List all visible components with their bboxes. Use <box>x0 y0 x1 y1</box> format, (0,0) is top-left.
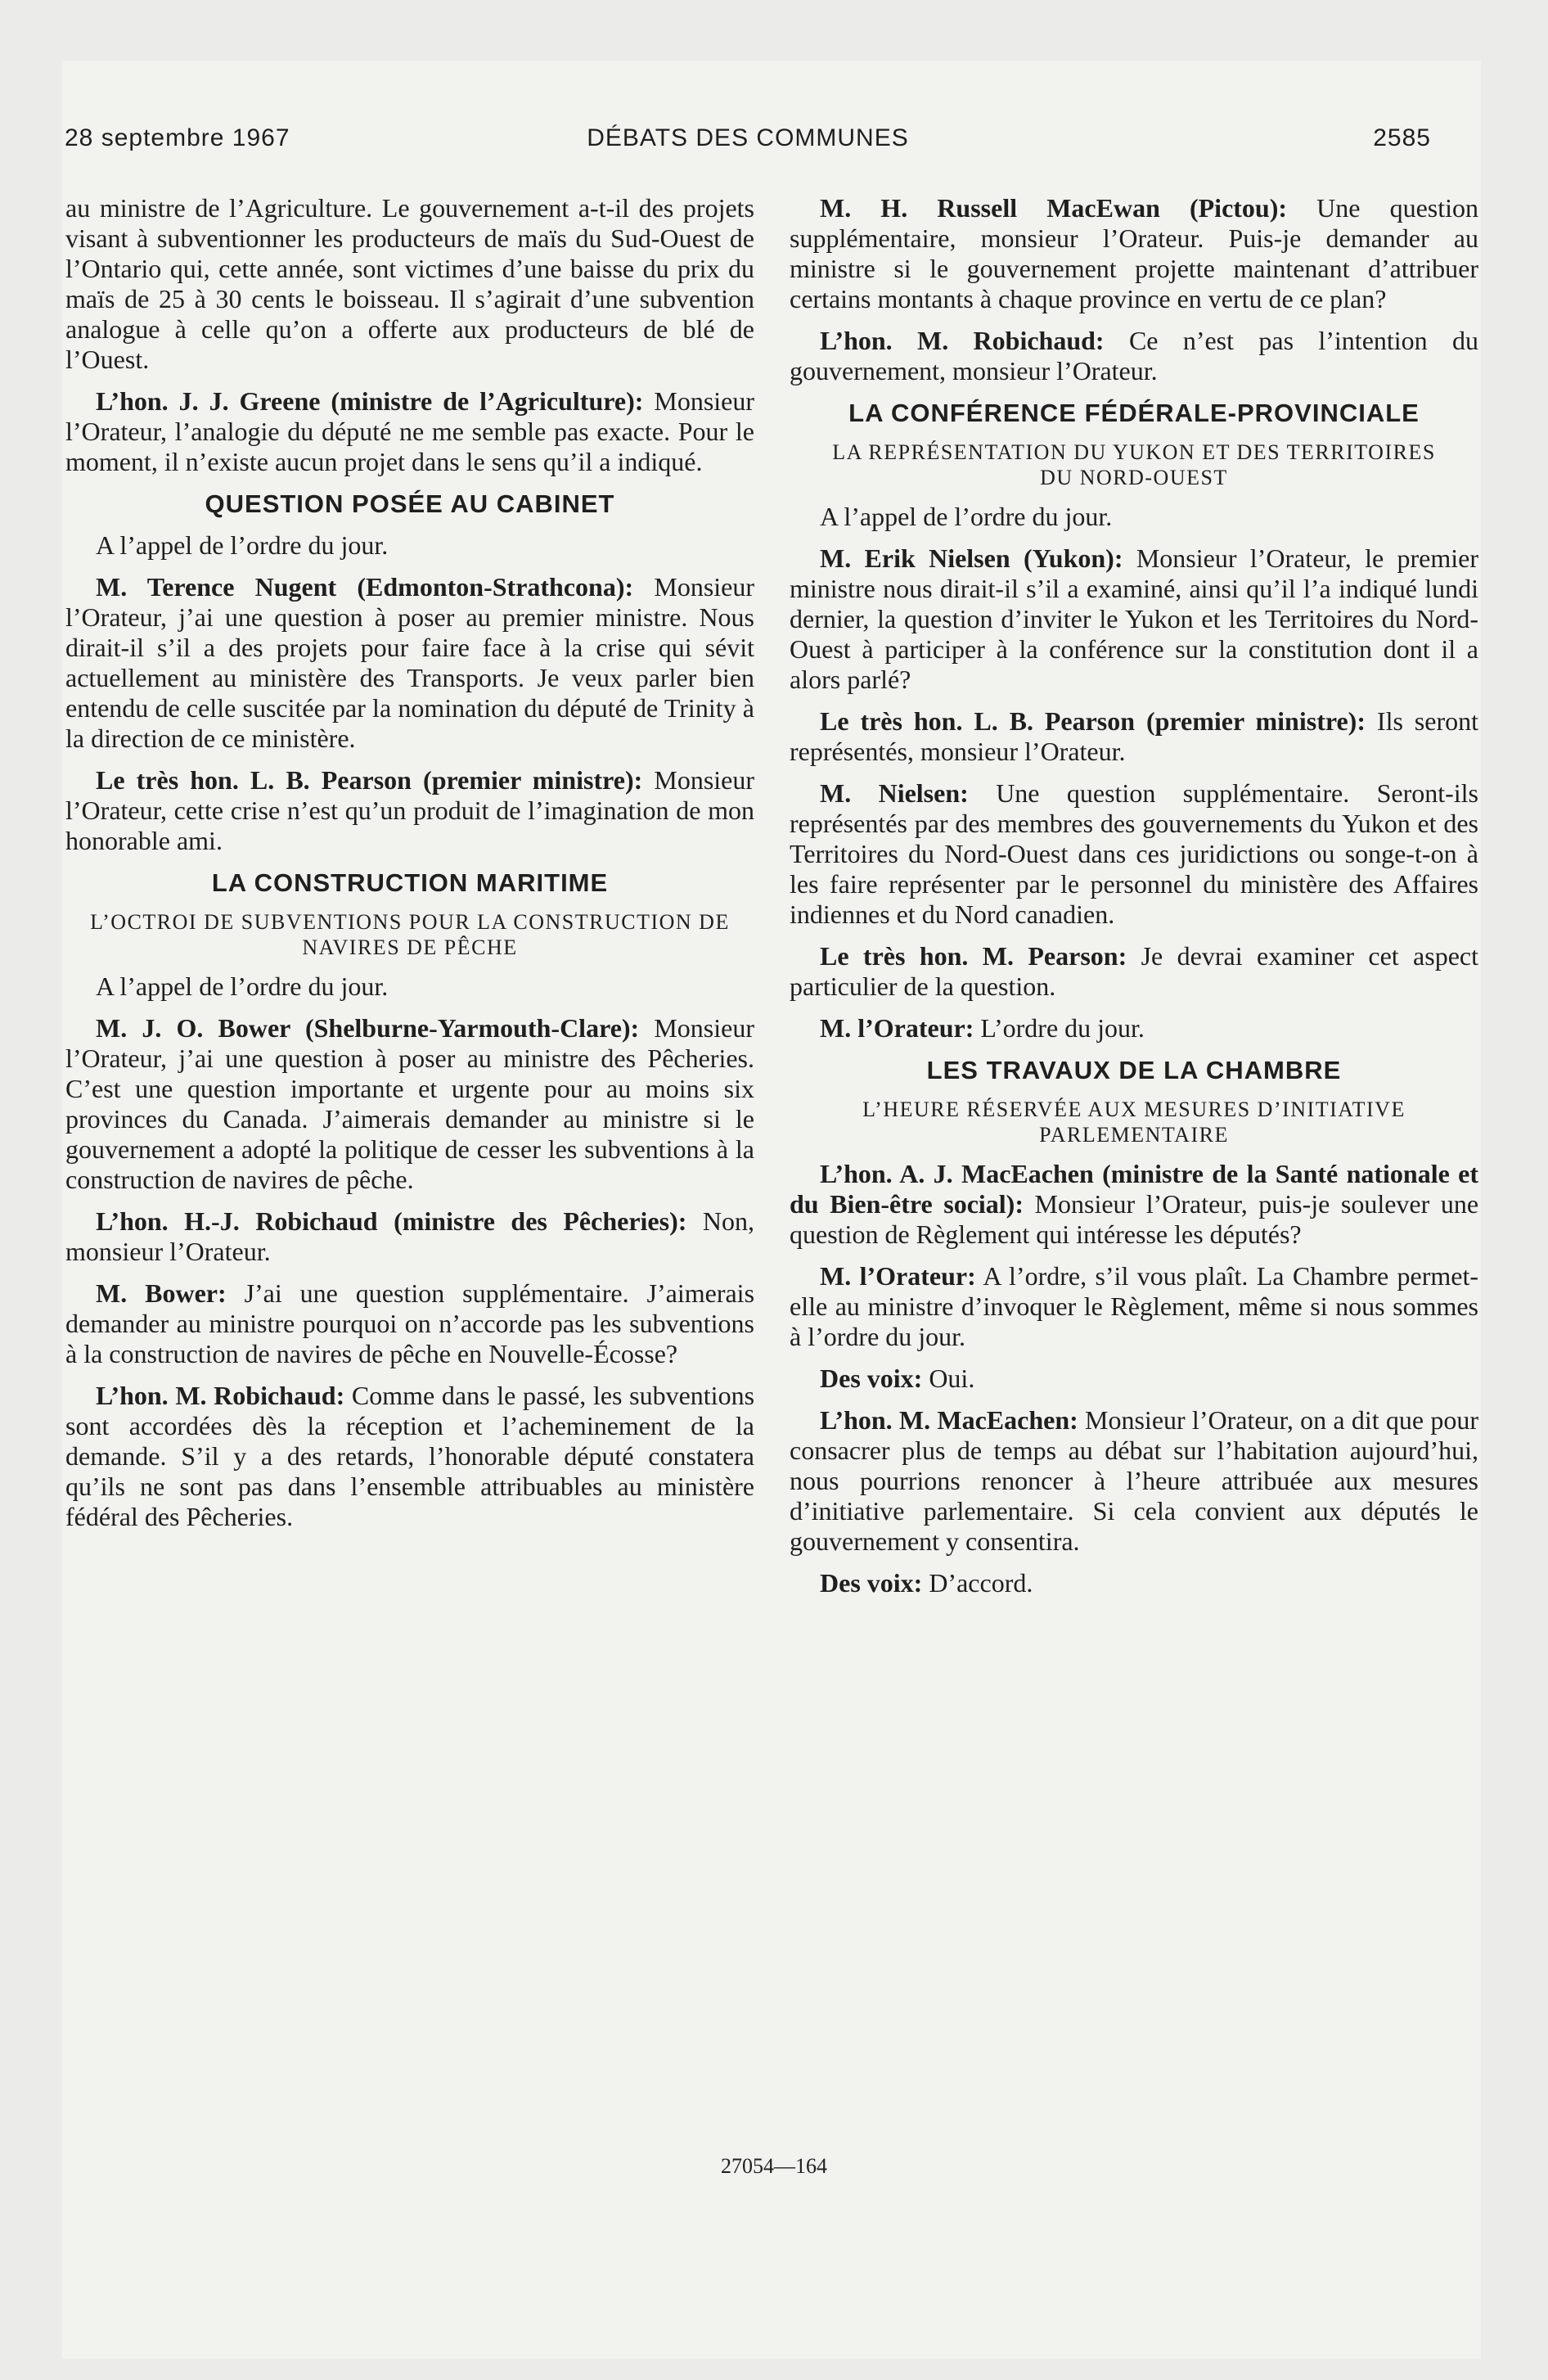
speaker-name: M. Nielsen: <box>820 778 969 808</box>
speaker-name: Des voix: <box>820 1568 923 1598</box>
header-title: DÉBATS DES COMMUNES <box>587 124 909 151</box>
speaker-name: L’hon. M. Robichaud: <box>820 326 1105 355</box>
speaker-name: L’hon. H.-J. Robichaud (ministre des Pêcheries): <box>96 1206 687 1236</box>
paragraph: Le très hon. L. B. Pearson (premier ministre): Monsieur l’Orateur, cette crise n’est qu’un produit de l’imagination de mon honorable ami. <box>65 765 755 855</box>
right-column <box>790 193 1478 1610</box>
speaker-name: M. H. Russell MacEwan (Pictou): <box>820 193 1288 223</box>
speaker-name: M. l’Orateur: <box>820 1261 976 1291</box>
section-heading: LES TRAVAUX DE LA CHAMBRE <box>926 1056 1342 1084</box>
paragraph: M. Bower: J’ai une question supplémentaire. J’aimerais demander au ministre pourquoi on n’accorde pas les subventions à la construction de navires de pêche en Nouvelle-Écosse? <box>65 1278 755 1368</box>
page-number: 2585 <box>1373 124 1431 151</box>
printer-signature: 27054—164 <box>721 2154 827 2178</box>
section-subheading: L’HEURE RÉSERVÉE AUX MESURES D’INITIATIVE PARLEMENTAIRE <box>862 1098 1406 1147</box>
speaker-name: L’hon. A. J. MacEachen (ministre de la Santé nationale et du Bien-être social): <box>790 1159 1478 1219</box>
paragraph: L’hon. M. Robichaud: Ce n’est pas l’intention du gouvernement, monsieur l’Orateur. <box>790 326 1479 385</box>
paragraph: M. Terence Nugent (Edmonton-Strathcona): Monsieur l’Orateur, j’ai une question à poser au premier ministre. Nous dirait-il s’il a des projets pour faire face à la crise qui sévit actuellement au ministère des Transports. Je veux parler bien entendu de celle suscitée par la nomination du député de Trinity à la direction de ce ministère. <box>65 572 755 753</box>
speaker-name: Des voix: <box>820 1364 923 1393</box>
paragraph: L’hon. M. Robichaud: Comme dans le passé, les subventions sont accordées dès la réception et l’acheminement de la demande. S’il y a des retards, l’honorable député constatera qu’ils ne sont pas dans l’ensemble attribuables au ministère fédéral des Pêcheries. <box>65 1381 755 1531</box>
paragraph: Le très hon. L. B. Pearson (premier ministre): Ils seront représentés, monsieur l’Orateur. <box>790 706 1479 766</box>
speaker-name: L’hon. J. J. Greene (ministre de l’Agriculture): <box>96 386 644 416</box>
speaker-name: M. l’Orateur: <box>820 1013 974 1043</box>
speaker-name: L’hon. M. MacEachen: <box>820 1405 1078 1435</box>
paragraph: A l’appel de l’ordre du jour. <box>96 530 389 560</box>
paragraph: L’hon. A. J. MacEachen (ministre de la Santé nationale et du Bien-être social): Monsieur l’Orateur, puis-je soulever une question de Règlement qui intéresse les députés? <box>790 1159 1479 1249</box>
paragraph: M. Nielsen: Une question supplémentaire. Seront-ils représentés par des membres des gouvernements du Yukon et des Territoires du Nord-Ouest dans ces juridictions ou songe-t-on à les faire représenter par le personnel du ministère des Affaires indiennes et du Nord canadien. <box>790 778 1479 929</box>
paragraph: M. H. Russell MacEwan (Pictou): Une question supplémentaire, monsieur l’Orateur. Puis-je demander au ministre si le gouvernement projette maintenant d’attribuer certains montants à chaque province en vertu de ce plan? <box>790 193 1479 313</box>
speaker-name: M. Terence Nugent (Edmonton-Strathcona): <box>96 572 634 602</box>
paragraph: Des voix: D’accord. <box>820 1568 1033 1598</box>
paragraph: L’hon. H.-J. Robichaud (ministre des Pêcheries): Non, monsieur l’Orateur. <box>65 1206 754 1266</box>
speaker-name: M. Erik Nielsen (Yukon): <box>820 543 1123 573</box>
paragraph: M. J. O. Bower (Shelburne-Yarmouth-Clare): Monsieur l’Orateur, j’ai une question à poser au ministre des Pêcheries. C’est une question importante et urgente pour au moins six provinces du Canada. J’aimerais demander au ministre si le gouvernement a adopté la politique de cesser les subventions à la construction de navires de pêche. <box>65 1013 754 1194</box>
paragraph: M. l’Orateur: L’ordre du jour. <box>820 1013 1145 1043</box>
left-column <box>65 193 754 1544</box>
speaker-name: L’hon. M. Robichaud: <box>96 1381 345 1410</box>
paragraph: Des voix: Oui. <box>820 1364 975 1393</box>
speaker-name: M. Bower: <box>96 1278 227 1308</box>
section-heading: QUESTION POSÉE AU CABINET <box>205 489 615 518</box>
paragraph: L’hon. J. J. Greene (ministre de l’Agriculture): Monsieur l’Orateur, l’analogie du député ne me semble pas exacte. Pour le moment, il n’existe aucun projet dans le sens qu’il a indiqué. <box>65 386 755 476</box>
paragraph: A l’appel de l’ordre du jour. <box>96 971 389 1001</box>
speaker-name: Le très hon. L. B. Pearson (premier ministre): <box>820 706 1366 736</box>
section-subheading: L’OCTROI DE SUBVENTIONS POUR LA CONSTRUCTION DE NAVIRES DE PÊCHE <box>90 910 730 959</box>
speaker-name: M. J. O. Bower (Shelburne-Yarmouth-Clare): <box>96 1013 640 1043</box>
paragraph: L’hon. M. MacEachen: Monsieur l’Orateur, on a dit que pour consacrer plus de temps au débat sur l’habitation aujourd’hui, nous pourrions renoncer à l’heure attribuée aux mesures d’initiative parlementaire. Si cela convient aux députés le gouvernement y consentira. <box>790 1405 1478 1556</box>
section-heading: LA CONSTRUCTION MARITIME <box>211 868 609 897</box>
speaker-name: Le très hon. L. B. Pearson (premier ministre): <box>96 765 643 795</box>
section-subheading: LA REPRÉSENTATION DU YUKON ET DES TERRITOIRES DU NORD-OUEST <box>832 440 1436 489</box>
speaker-name: Le très hon. M. Pearson: <box>820 941 1127 971</box>
paragraph: Le très hon. M. Pearson: Je devrai examiner cet aspect particulier de la question. <box>790 941 1478 1001</box>
paragraph: M. l’Orateur: A l’ordre, s’il vous plaît. La Chambre permet-elle au ministre d’invoquer le Règlement, même si nous sommes à l’ordre du jour. <box>790 1261 1478 1351</box>
paragraph: M. Erik Nielsen (Yukon): Monsieur l’Orateur, le premier ministre nous dirait-il s’il a examiné, ainsi qu’il l’a indiqué lundi dernier, la question d’inviter le Yukon et les Territoires du Nord-Ouest à participer à la conférence sur la constitution dont il a alors parlé? <box>790 543 1479 694</box>
paragraph: au ministre de l’Agriculture. Le gouvernement a-t-il des projets visant à subventionner les producteurs de maïs du Sud-Ouest de l’Ontario qui, cette année, sont victimes d’une baisse du prix du maïs de 25 à 30 cents le boisseau. Il s’agirait d’une subvention analogue à celle qu’on a offerte aux producteurs de blé de l’Ouest. <box>65 193 754 374</box>
paragraph: A l’appel de l’ordre du jour. <box>820 502 1113 531</box>
section-heading: LA CONFÉRENCE FÉDÉRALE-PROVINCIALE <box>848 399 1420 427</box>
header-date: 28 septembre 1967 <box>65 124 290 151</box>
